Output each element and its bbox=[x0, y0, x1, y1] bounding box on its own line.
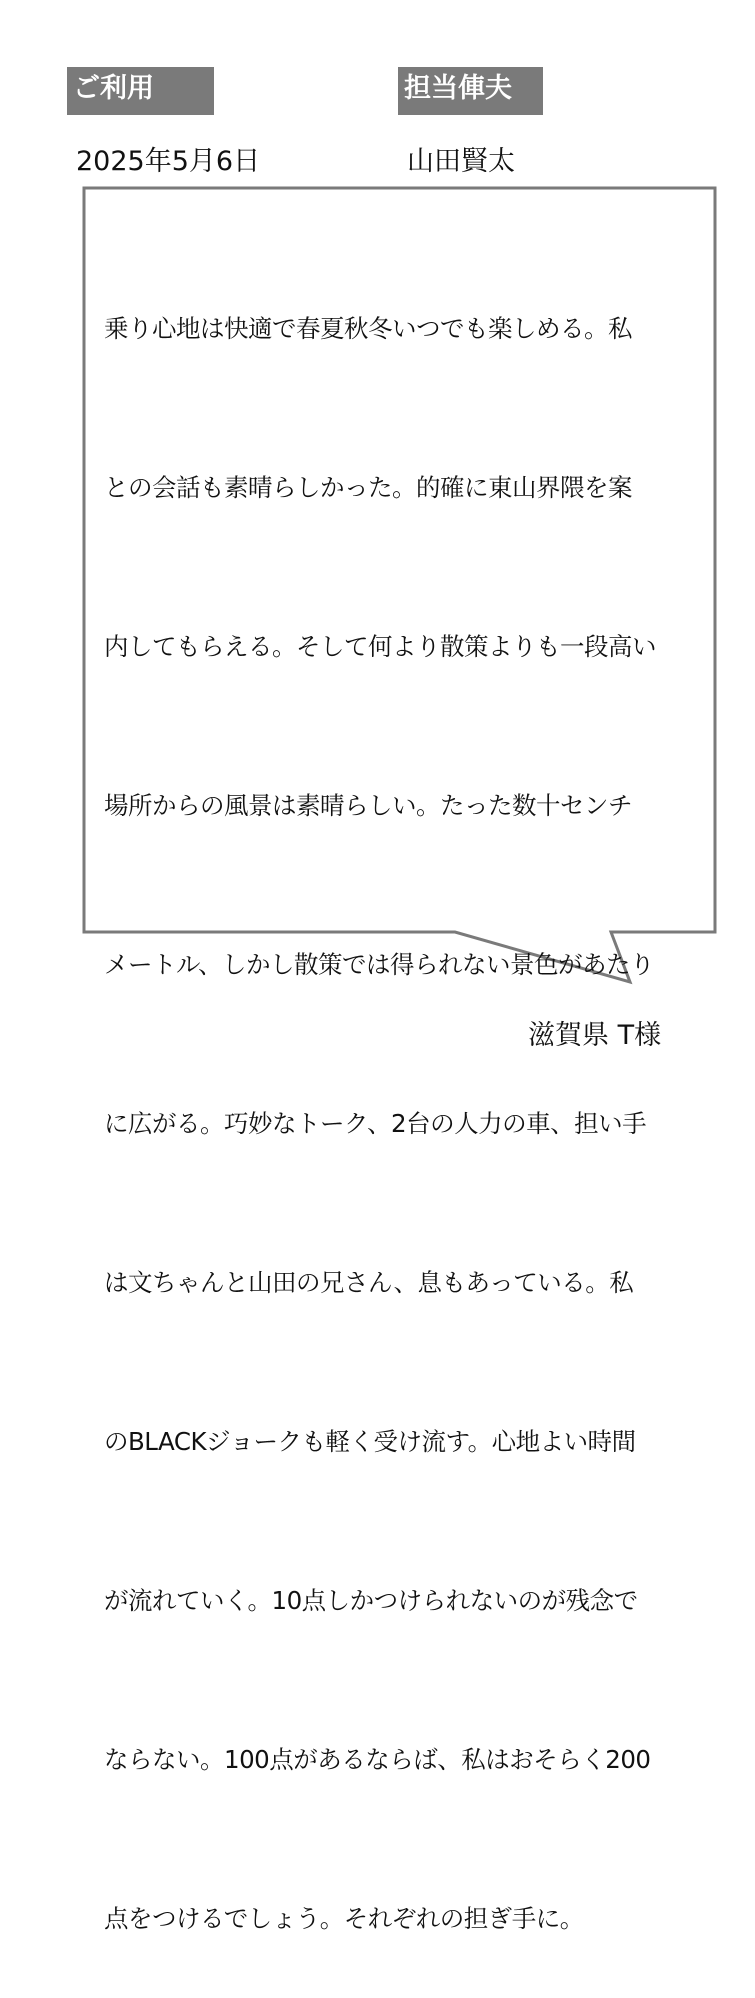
rickshaw-driver-label-text: 担当俥夫 bbox=[404, 73, 512, 104]
review-line: 内してもらえる。そして何より散策よりも一段高い bbox=[104, 632, 656, 661]
review-line: のBLACKジョークも軽く受け流す。心地よい時間 bbox=[104, 1427, 636, 1456]
review-text bbox=[104, 196, 716, 1998]
review-line: 乗り心地は快適で春夏秋冬いつでも楽しめる。私 bbox=[104, 314, 632, 343]
review-line: は文ちゃんと山田の兄さん、息もあっている。私 bbox=[104, 1268, 634, 1297]
review-line: 点をつけるでしょう。それぞれの担ぎ手に。 bbox=[104, 1904, 584, 1933]
review-line: ならない。100点があるならば、私はおそらく200 bbox=[104, 1745, 651, 1774]
review-line: 場所からの風景は素晴らしい。たった数十センチ bbox=[104, 791, 632, 820]
driver-name: 山田賢太 bbox=[407, 146, 515, 177]
review-line: が流れていく。10点しかつけられないのが残念で bbox=[104, 1586, 638, 1615]
usage-label-text: ご利用 bbox=[73, 73, 154, 104]
reviewer-signature: 滋賀県 T様 bbox=[528, 1020, 662, 1051]
usage-date: 2025年5月6日 bbox=[76, 146, 261, 177]
review-line: メートル、しかし散策では得られない景色があたり bbox=[104, 950, 655, 979]
review-line: との会話も素晴らしかった。的確に東山界隈を案 bbox=[104, 473, 632, 502]
review-line: に広がる。巧妙なトーク、2台の人力の車、担い手 bbox=[104, 1109, 647, 1138]
